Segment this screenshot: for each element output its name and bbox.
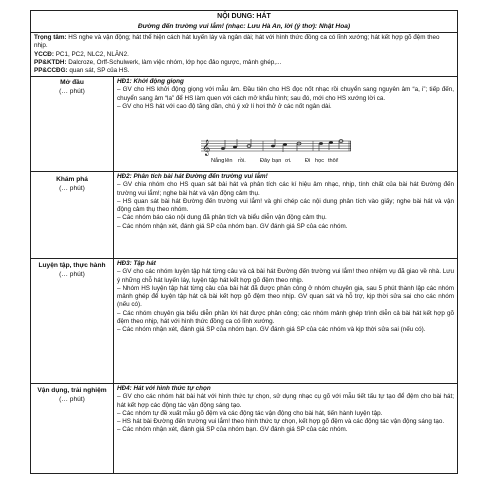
- section-content-van-dung: [117, 385, 454, 435]
- section-name: Vận dụng, trải nghiệm: [37, 387, 107, 394]
- divider: [31, 258, 457, 259]
- content-line: – GV cho các nhóm hát bài hát với hình thức tự chọn, sử dụng nhạc cụ gõ với mẫu tiết tấu tự tạo để đệm cho bài hát; hát kết hợp các động tác vận động sáng tạo.: [117, 393, 454, 409]
- lyrics-line: [211, 158, 361, 164]
- lyric: Đây: [260, 158, 270, 164]
- song-subtitle: Đường đến trường vui lắm! (nhạc: Lưu Hà An, lời (ý thơ): Nhật Hoa): [137, 23, 351, 30]
- section-name: Khám phá: [56, 176, 88, 183]
- section-label-mo-dau: [31, 79, 113, 96]
- ppcc-text: quan sát, SP của HS.: [67, 67, 130, 75]
- lyric: bạn: [272, 158, 282, 164]
- lyric: lên: [225, 158, 233, 164]
- page-title: NỘI DUNG: HÁT: [217, 13, 271, 20]
- content-line: – GV chia nhóm cho HS quan sát bài hát và phân tích các kí hiệu âm nhạc, nhịp, tính chất của bài hát Đường đến trường vui lắm!; nghe bài hát và vận động cảm thụ.: [117, 181, 454, 197]
- content-line: – Các nhóm nhận xét, đánh giá SP của nhóm bạn. GV đánh giá SP của các nhóm và kịp thời sửa sai (nếu có).: [117, 326, 426, 334]
- lesson-plan-table: [30, 10, 458, 474]
- content-line: – Các nhóm tự đề xuất mẫu gõ đệm và các động tác vận động cho bài hát, tiến hành luyện tập.: [117, 409, 383, 417]
- divider: [31, 32, 457, 33]
- trong-tam: [34, 34, 454, 51]
- activity-title: HĐ1: Khởi động giọng: [117, 78, 184, 85]
- lyric: học: [315, 158, 325, 164]
- ppcc: [34, 67, 454, 75]
- ppcc-label: PP&CCĐG:: [34, 67, 68, 75]
- table-header: [31, 12, 457, 31]
- content-line: – HS quan sát bài hát Đường đến trường vui lắm! và ghi chép các nội dung phân tích vào giấy; nghe bài hát và vận động cảm thụ theo nhóm.: [117, 197, 454, 214]
- content-line: – HS hát bài Đường đến trường vui lắm! theo hình thức tự chọn, kết hợp gõ đệm và các động tác vận động sáng tạo.: [117, 418, 445, 426]
- section-time: (… phút): [59, 87, 85, 95]
- content-line: – Các nhóm chuyên gia biểu diễn phần lời hát được phân công; các nhóm mảnh ghép trình diễn cả bài hát kết hợp gõ đệm theo nhịp, hát với hình thức đồng ca có lĩnh xướng.: [117, 309, 454, 326]
- meta-block: [34, 34, 454, 75]
- content-line: – GV cho HS khởi động giọng với mẫu âm. Đầu tiên cho HS đọc nốt nhạc rồi chuyển sang nguyên âm “a, i”; tiếp đến, chuyển sang âm “la” để HS làm quen với cách mở khẩu hình; sau đó, mới cho HS xướng lời ca.: [117, 86, 454, 102]
- content-line: – Các nhóm nhận xét, đánh giá SP của nhóm bạn. GV đánh giá SP của các nhóm.: [117, 426, 348, 434]
- yccd-text: PC1, PC2, NLC2, NLĂN2.: [53, 50, 129, 58]
- section-time: (… phút): [59, 184, 85, 192]
- svg-text:𝄞: 𝄞: [202, 140, 211, 156]
- ppkt: [34, 59, 454, 67]
- content-line: – Các nhóm báo cáo nội dung đã phân tích và biểu diễn vận động cảm thụ.: [117, 214, 327, 222]
- content-line: – GV cho các nhóm luyện tập hát từng câu và cả bài hát Đường đến trường vui lắm! theo nhiệm vụ đã giao về nhà. Lưu ý những chỗ hát luyến láy, luyện tập hát kết hợp gõ đệm theo nhịp.: [117, 268, 454, 284]
- lyric: thôi!: [328, 158, 339, 164]
- divider: [31, 76, 457, 77]
- section-label-van-dung: [31, 387, 113, 404]
- lyric: Đi: [305, 158, 311, 164]
- content-line: – GV cho HS hát với cao độ tăng dần, chú ý xử lí hơi thở ở các nốt ngân dài.: [117, 102, 332, 110]
- section-content-mo-dau: [117, 78, 454, 111]
- activity-title: HĐ2: Phân tích bài hát Đường đến trường vui lắm!: [117, 173, 268, 180]
- section-label-luyen-tap: [31, 262, 113, 279]
- section-time: (… phút): [59, 270, 85, 278]
- section-content-kham-pha: [117, 173, 454, 231]
- ppkt-label: PP&KTDH:: [34, 58, 67, 66]
- section-name: Mở đầu: [60, 79, 84, 86]
- trong-tam-text: HS nghe và vận động; hát thể hiện cách hát luyến láy và ngân dài; hát với hình thức đồng ca có lĩnh xướng; hát kết hợp gõ đệm theo nhịp.: [34, 34, 440, 50]
- column-divider: [113, 76, 114, 474]
- section-name: Luyện tập, thực hành: [38, 262, 106, 269]
- divider: [31, 383, 457, 384]
- section-content-luyen-tap: [117, 260, 454, 335]
- activity-title: HĐ3: Tập hát: [117, 260, 156, 267]
- section-label-kham-pha: [31, 176, 113, 193]
- activity-title: HĐ4: Hát với hình thức tự chọn: [117, 385, 211, 392]
- content-line: – Các nhóm nhận xét, đánh giá SP của nhóm bạn. GV đánh giá SP của các nhóm.: [117, 222, 348, 230]
- lyric: ơi.: [285, 158, 292, 164]
- lyric: rồi.: [238, 158, 246, 164]
- trong-tam-label: Trọng tâm:: [34, 34, 67, 41]
- content-line: – Nhóm HS luyện tập hát từng câu của bài hát đã được phân công ở nhóm chuyên gia, sau 5 phút thành lập các nhóm mảnh ghép để luyện tập hát cả bài kết hợp gõ đệm theo nhịp. GV quan sát và hỗ trợ, kịp thời sửa sai cho các nhóm (nếu có).: [117, 284, 454, 309]
- lyric: Nắng: [211, 158, 225, 164]
- yccd: [34, 51, 454, 59]
- yccd-label: YCCĐ:: [34, 50, 54, 58]
- ppkt-text: Dalcroze, Orff-Schulwerk, làm việc nhóm, lớp học đảo ngược, mảnh ghép,...: [66, 58, 282, 66]
- divider: [31, 171, 457, 172]
- section-time: (… phút): [59, 395, 85, 403]
